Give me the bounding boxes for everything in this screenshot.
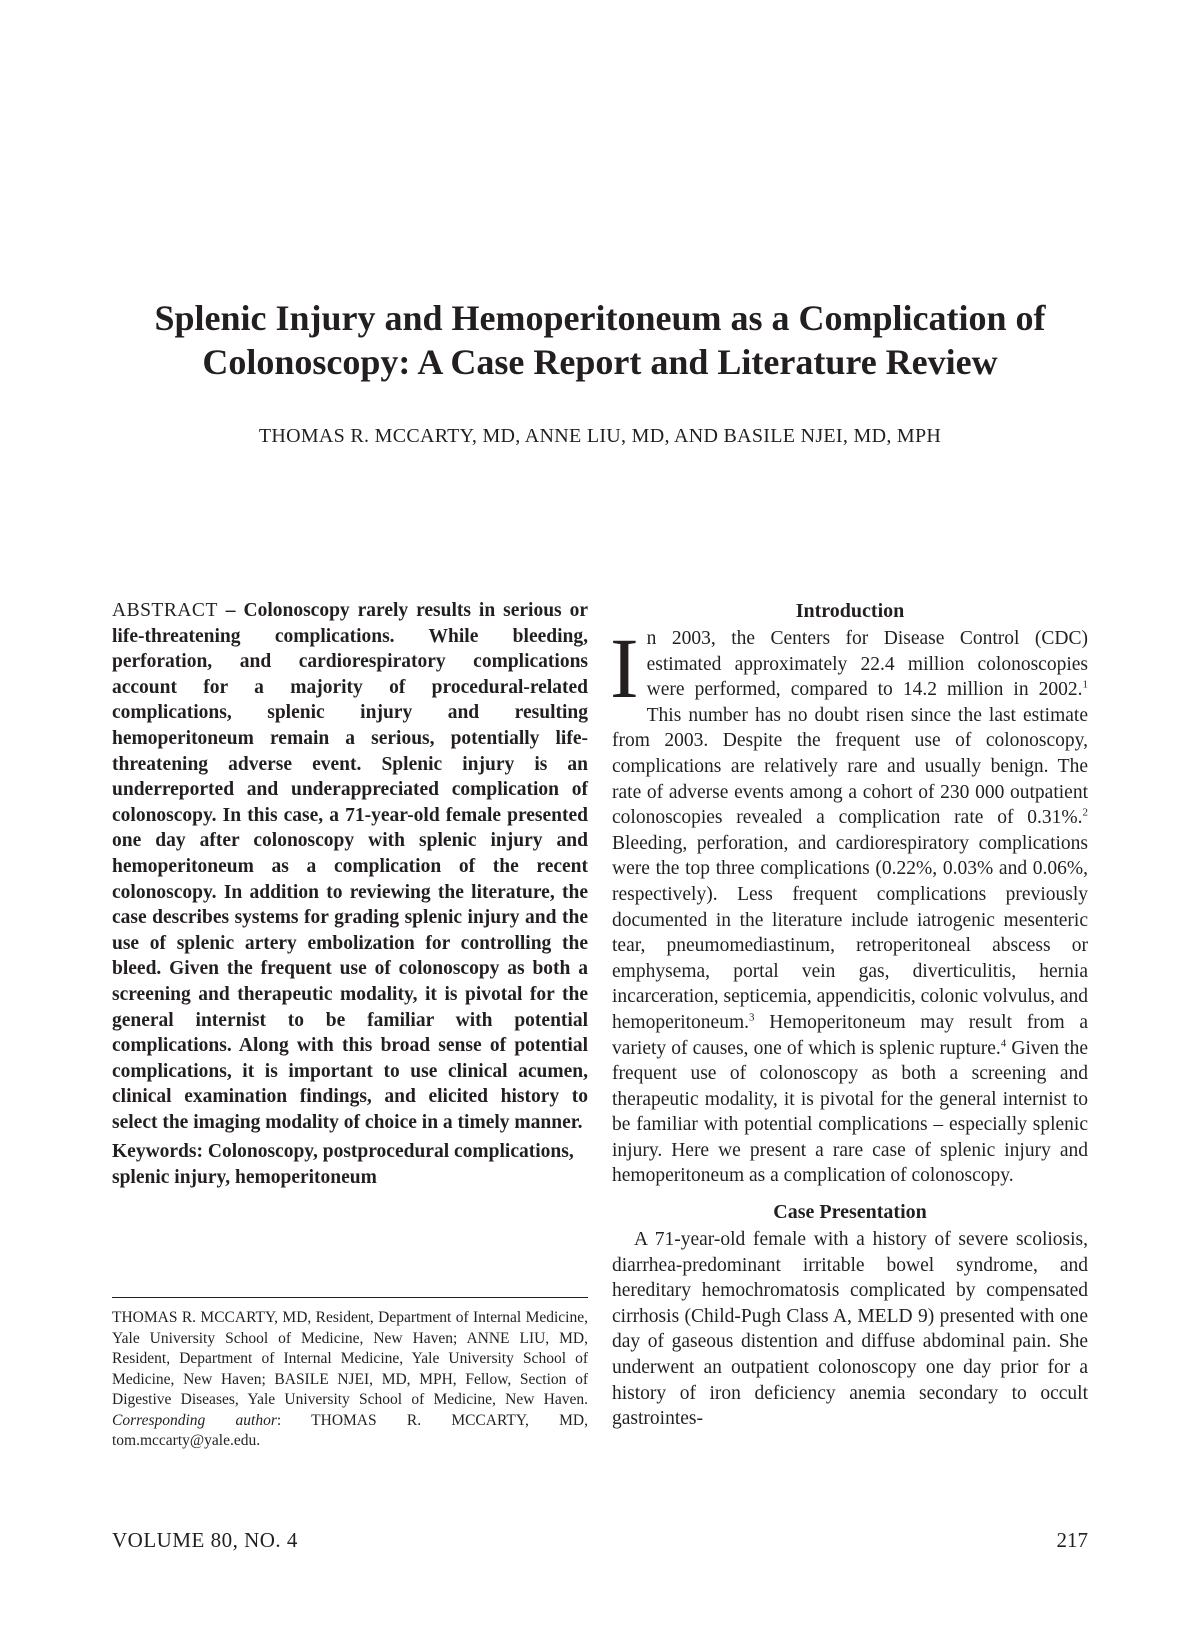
right-column	[612, 598, 1088, 1432]
title-line-2: Colonoscopy: A Case Report and Literature Review	[202, 342, 998, 382]
intro-part-5: Given the frequent use of colonoscopy as both a screening and therapeutic modality, it is pivotal for the general internist to be familiar with potential complications – especially splenic injury. Here we present a rare case of splenic injury and hemoperitoneum as a complication of colonoscopy.	[612, 1037, 1088, 1187]
case-heading: Case Presentation	[773, 1201, 927, 1224]
affiliation-note	[112, 1308, 588, 1452]
footnote-divider	[112, 1297, 588, 1298]
author-list: THOMAS R. MCCARTY, MD, ANNE LIU, MD, AND BASILE NJEI, MD, MPH	[258, 425, 942, 447]
abstract-text: – Colonoscopy rarely results in serious or life-threatening complications. While bleeding, perforation, and cardiorespiratory complications account for a majority of procedural-related complications, splenic injury and resulting hemoperitoneum remain a serious, potentially life-threatening adverse event. Splenic injury is an underreported and underappreciated complication of colonoscopy. In this case, a 71-year-old female presented one day after colonoscopy with splenic injury and hemoperitoneum as a complication of the recent colonoscopy. In addition to reviewing the literature, the case describes systems for grading splenic injury and the use of splenic artery embolization for controlling the bleed. Given the frequent use of colonoscopy as both a screening and therapeutic modality, it is pivotal for the general internist to be familiar with potential complications. Along with this broad sense of potential complications, it is important to use clinical acumen, clinical examination findings, and elicited history to select the imaging modality of choice in a timely manner.	[112, 600, 588, 1133]
reference-2: 2	[1082, 806, 1088, 819]
reference-3: 3	[749, 1011, 755, 1024]
author-affiliations	[112, 1297, 588, 1452]
volume-label: VOLUME 80, NO. 4	[112, 1528, 298, 1552]
intro-part-2: This number has no doubt risen since the last estimate from 2003. Despite the frequent use of colonoscopy, complications are relatively rare and usually benign. The rate of adverse events among a cohort of 230 000 outpatient colonoscopies revealed a complication rate of 0.31%.	[612, 704, 1088, 829]
corresponding-label: Corresponding author	[112, 1411, 277, 1429]
reference-1: 1	[1082, 678, 1088, 691]
introduction-text	[610, 620, 1088, 1189]
abstract	[112, 598, 588, 1135]
case-text: A 71-year-old female with a history of severe scoliosis, diarrhea-predominant irritable bowel syndrome, and hereditary hemochromatosis complicated by compensated cirrhosis (Child-Pugh Class A, MELD 9) presented with one day of gaseous distention and diffuse abdominal pain. She underwent an outpatient colonoscopy one day prior for a history of iron deficiency anemia secondary to occult gastrointes-	[612, 1229, 1088, 1430]
drop-cap: I	[610, 620, 639, 716]
intro-part-1: n 2003, the Centers for Disease Control (CDC) estimated approximately 22.4 million colonoscopies were performed, compared to 14.2 million in 2002.	[646, 628, 1088, 701]
keywords: Keywords: Colonoscopy, postprocedural complications, splenic injury, hemoperitoneum	[112, 1141, 574, 1189]
affiliation-text: THOMAS R. MCCARTY, MD, Resident, Department of Internal Medicine, Yale University School of Medicine, New Haven; ANNE LIU, MD, Resident, Department of Internal Medicine, Yale University School of Medicine, New Haven; BASILE NJEI, MD, MPH, Fellow, Section of Digestive Diseases, Yale University School of Medicine, New Haven.	[112, 1309, 588, 1408]
title-line-1: Splenic Injury and Hemoperitoneum as a Complication of	[154, 298, 1046, 338]
abstract-label: ABSTRACT	[112, 600, 218, 621]
left-column	[112, 598, 588, 1191]
case-section	[612, 1199, 1088, 1432]
intro-part-4: Hemoperitoneum may result from a variety of causes, one of which is splenic rupture.	[612, 1011, 1088, 1059]
introduction-heading: Introduction	[795, 600, 905, 622]
corresponding-text: : THOMAS R. MCCARTY, MD, tom.mccarty@yale.edu.	[112, 1411, 589, 1449]
intro-part-3: Bleeding, perforation, and cardiorespiratory complications were the top three complications (0.22%, 0.03% and 0.06%, respectively). Less frequent complications previously documented in the literature include iatrogenic mesenteric tear, pneumomediastinum, retroperitoneal abscess or emphysema, portal vein gas, diverticulitis, hernia incarceration, septicemia, appendicitis, colonic volvulus, and hemoperitoneum.	[612, 832, 1088, 1033]
reference-4: 4	[1000, 1037, 1007, 1049]
page-number: 217	[1056, 1528, 1088, 1552]
article-title	[100, 296, 1100, 384]
